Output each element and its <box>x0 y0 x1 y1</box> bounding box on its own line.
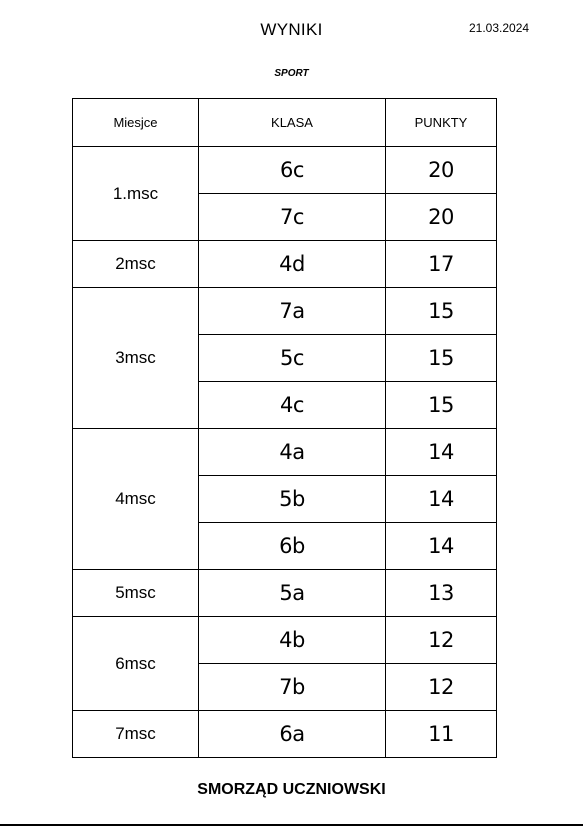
class-cell: 6c <box>199 147 386 194</box>
points-cell: 20 <box>386 194 497 241</box>
subtitle: SPORT <box>274 68 309 79</box>
page-title: WYNIKI <box>260 20 323 39</box>
class-cell: 7a <box>199 288 386 335</box>
table-row <box>73 147 497 194</box>
date-label: 21.03.2024 <box>469 21 530 35</box>
class-cell: 4d <box>199 241 386 288</box>
class-cell: 6a <box>199 711 386 758</box>
points-cell: 20 <box>386 147 497 194</box>
place-cell: 7msc <box>73 711 199 758</box>
table-row <box>73 617 497 664</box>
column-header-points: PUNKTY <box>386 99 497 147</box>
class-cell: 5c <box>199 335 386 382</box>
class-cell: 7c <box>199 194 386 241</box>
points-cell: 13 <box>386 570 497 617</box>
table-row <box>73 570 497 617</box>
table-row <box>73 429 497 476</box>
table-row <box>73 711 497 758</box>
class-cell: 4b <box>199 617 386 664</box>
points-cell: 15 <box>386 335 497 382</box>
points-cell: 14 <box>386 476 497 523</box>
place-cell: 4msc <box>73 429 199 570</box>
points-cell: 12 <box>386 664 497 711</box>
points-cell: 12 <box>386 617 497 664</box>
table-row <box>73 241 497 288</box>
column-header-class: KLASA <box>199 99 386 147</box>
points-cell: 15 <box>386 382 497 429</box>
bottom-rule <box>0 824 583 826</box>
class-cell: 6b <box>199 523 386 570</box>
results-table <box>72 98 497 758</box>
place-cell: 2msc <box>73 241 199 288</box>
class-cell: 4a <box>199 429 386 476</box>
place-cell: 1.msc <box>73 147 199 241</box>
points-cell: 14 <box>386 429 497 476</box>
column-header-place: Miesjce <box>73 99 199 147</box>
place-cell: 3msc <box>73 288 199 429</box>
table-row <box>73 288 497 335</box>
class-cell: 5a <box>199 570 386 617</box>
results-table-body <box>73 99 497 758</box>
table-header-row <box>73 99 497 147</box>
class-cell: 7b <box>199 664 386 711</box>
points-cell: 15 <box>386 288 497 335</box>
class-cell: 4c <box>199 382 386 429</box>
class-cell: 5b <box>199 476 386 523</box>
place-cell: 5msc <box>73 570 199 617</box>
points-cell: 17 <box>386 241 497 288</box>
points-cell: 11 <box>386 711 497 758</box>
points-cell: 14 <box>386 523 497 570</box>
place-cell: 6msc <box>73 617 199 711</box>
footer-signature: SMORZĄD UCZNIOWSKI <box>197 781 386 798</box>
